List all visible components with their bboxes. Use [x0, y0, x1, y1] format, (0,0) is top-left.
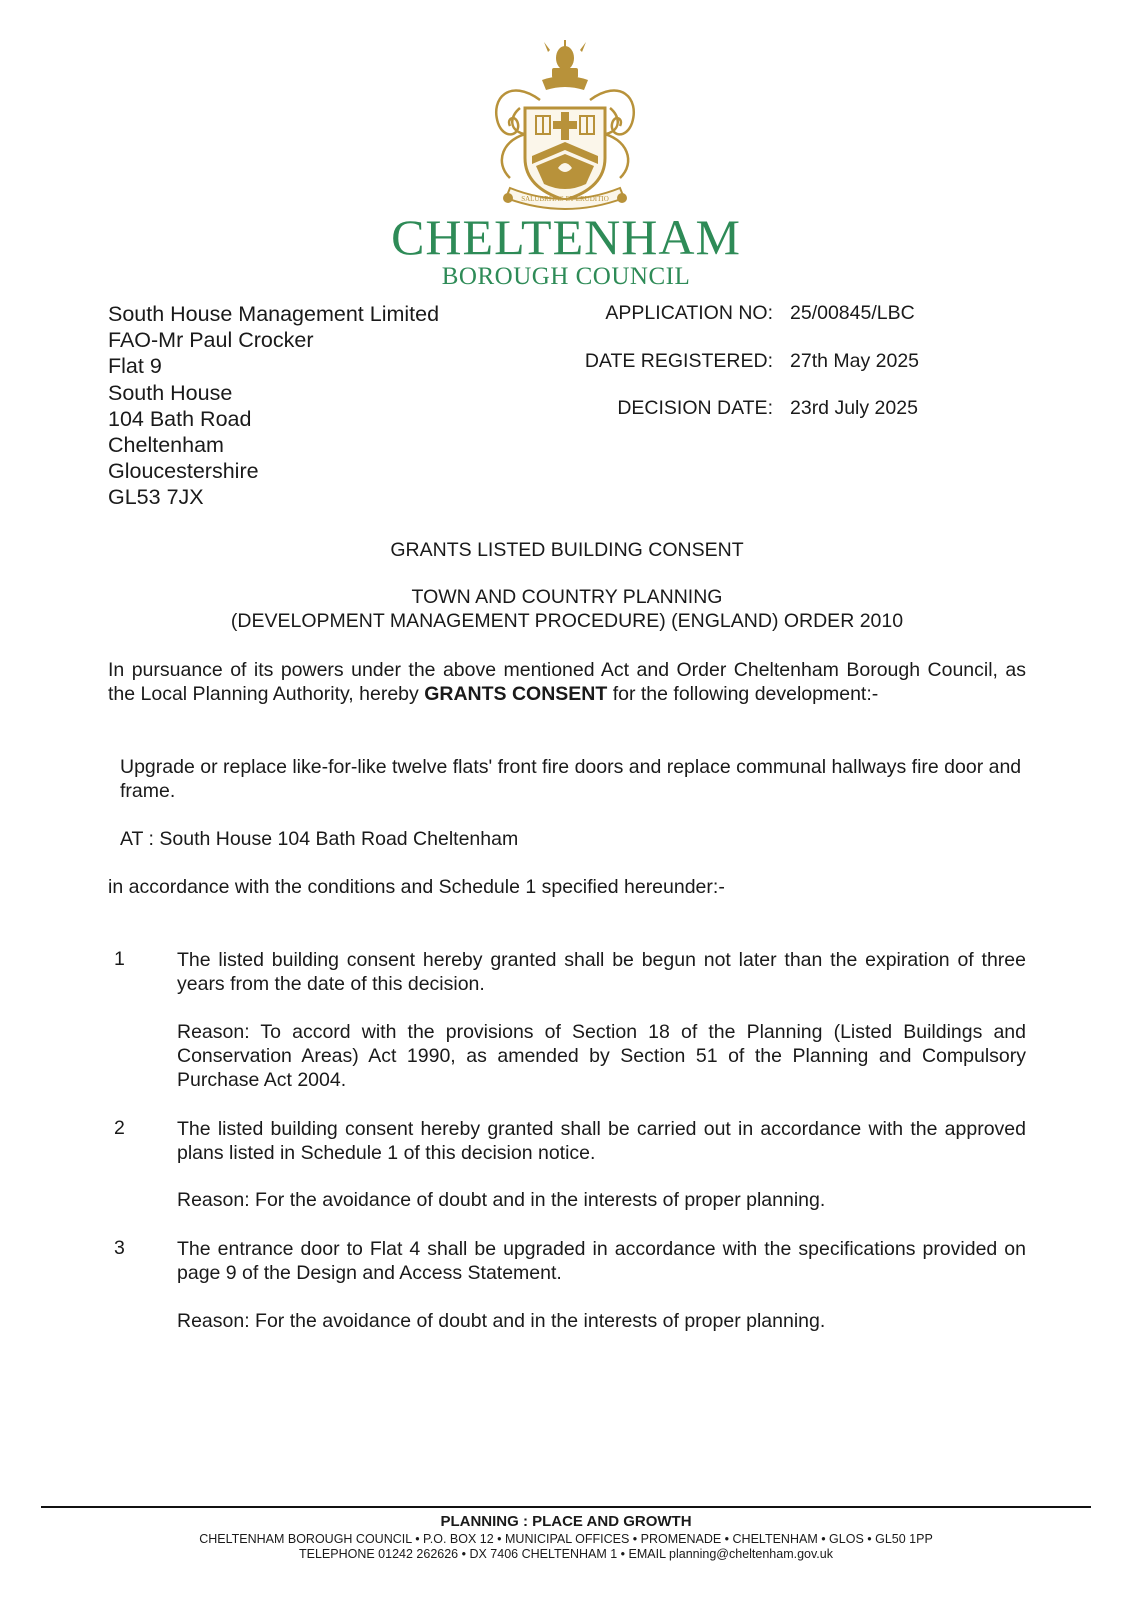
council-crest-logo [480, 38, 650, 218]
site-location: AT : South House 104 Bath Road Cheltenham [120, 828, 519, 850]
condition-number: 2 [114, 1117, 125, 1139]
address-line: Gloucestershire [108, 459, 259, 484]
intro-text-end: for the following development:- [607, 683, 879, 705]
condition-text: The listed building consent hereby granted shall be carried out in accordance with the approved plans listed in Schedule 1 of this decision notice. [177, 1118, 1026, 1164]
intro-text: In pursuance of its powers under the above mentioned Act and Order Cheltenham Borough Council, as the Local Planning Authority, hereby [108, 659, 1026, 705]
council-subname: BOROUGH COUNCIL [441, 263, 691, 290]
application-number-label: APPLICATION NO: [605, 302, 773, 324]
address-line: GL53 7JX [108, 485, 204, 510]
footer-divider [41, 1506, 1091, 1508]
development-description: Upgrade or replace like-for-like twelve flats' front fire doors and replace communal hallways fire door and frame. [120, 756, 1022, 802]
footer-department: PLANNING : PLACE AND GROWTH [440, 1513, 692, 1530]
address-line: Cheltenham [108, 433, 224, 458]
application-number-value: 25/00845/LBC [790, 302, 915, 324]
address-line: Flat 9 [108, 354, 162, 379]
address-line: 104 Bath Road [108, 406, 252, 431]
condition-number: 3 [114, 1237, 125, 1259]
condition-reason: Reason: For the avoidance of doubt and in the interests of proper planning. [177, 1310, 826, 1332]
act-line-2: (DEVELOPMENT MANAGEMENT PROCEDURE) (ENGLAND) ORDER 2010 [230, 610, 904, 632]
footer-contact: TELEPHONE 01242 262626 • DX 7406 CHELTENHAM 1 • EMAIL planning@cheltenham.gov.uk [299, 1547, 833, 1561]
condition-reason: Reason: For the avoidance of doubt and in the interests of proper planning. [177, 1189, 826, 1211]
council-name: CHELTENHAM [391, 209, 741, 265]
grants-consent-emphasis: GRANTS CONSENT [424, 683, 608, 705]
footer-address: CHELTENHAM BOROUGH COUNCIL • P.O. BOX 12 • MUNICIPAL OFFICES • PROMENADE • CHELTENHAM • GLOS • GL50 1PP [199, 1532, 933, 1546]
decision-date-label: DECISION DATE: [617, 397, 773, 419]
decision-date-value: 23rd July 2025 [790, 397, 918, 419]
document-heading: GRANTS LISTED BUILDING CONSENT [390, 539, 744, 561]
crest-motto: SALUBRITAS ET ERUDITIO [521, 195, 609, 203]
condition-text: The listed building consent hereby granted shall be begun not later than the expiration of three years from the date of this decision. [177, 949, 1026, 995]
condition-text: The entrance door to Flat 4 shall be upgraded in accordance with the specifications provided on page 9 of the Design and Access Statement. [177, 1238, 1026, 1284]
date-registered-value: 27th May 2025 [790, 350, 920, 372]
act-line-1: TOWN AND COUNTRY PLANNING [411, 586, 723, 608]
date-registered-label: DATE REGISTERED: [584, 350, 773, 372]
address-line: FAO-Mr Paul Crocker [108, 328, 314, 353]
address-line: South House [108, 380, 233, 405]
intro-paragraph [108, 658, 1026, 706]
condition-reason: Reason: To accord with the provisions of Section 18 of the Planning (Listed Buildings and Conservation Areas) Act 1990, as amended by Section 51 of the Planning and Compulsory Purchase Act 2004. [177, 1021, 1026, 1091]
address-line: South House Management Limited [108, 302, 440, 326]
conditions-intro: in accordance with the conditions and Schedule 1 specified hereunder:- [108, 876, 725, 898]
recipient-address [108, 301, 439, 511]
condition-number: 1 [114, 948, 125, 970]
